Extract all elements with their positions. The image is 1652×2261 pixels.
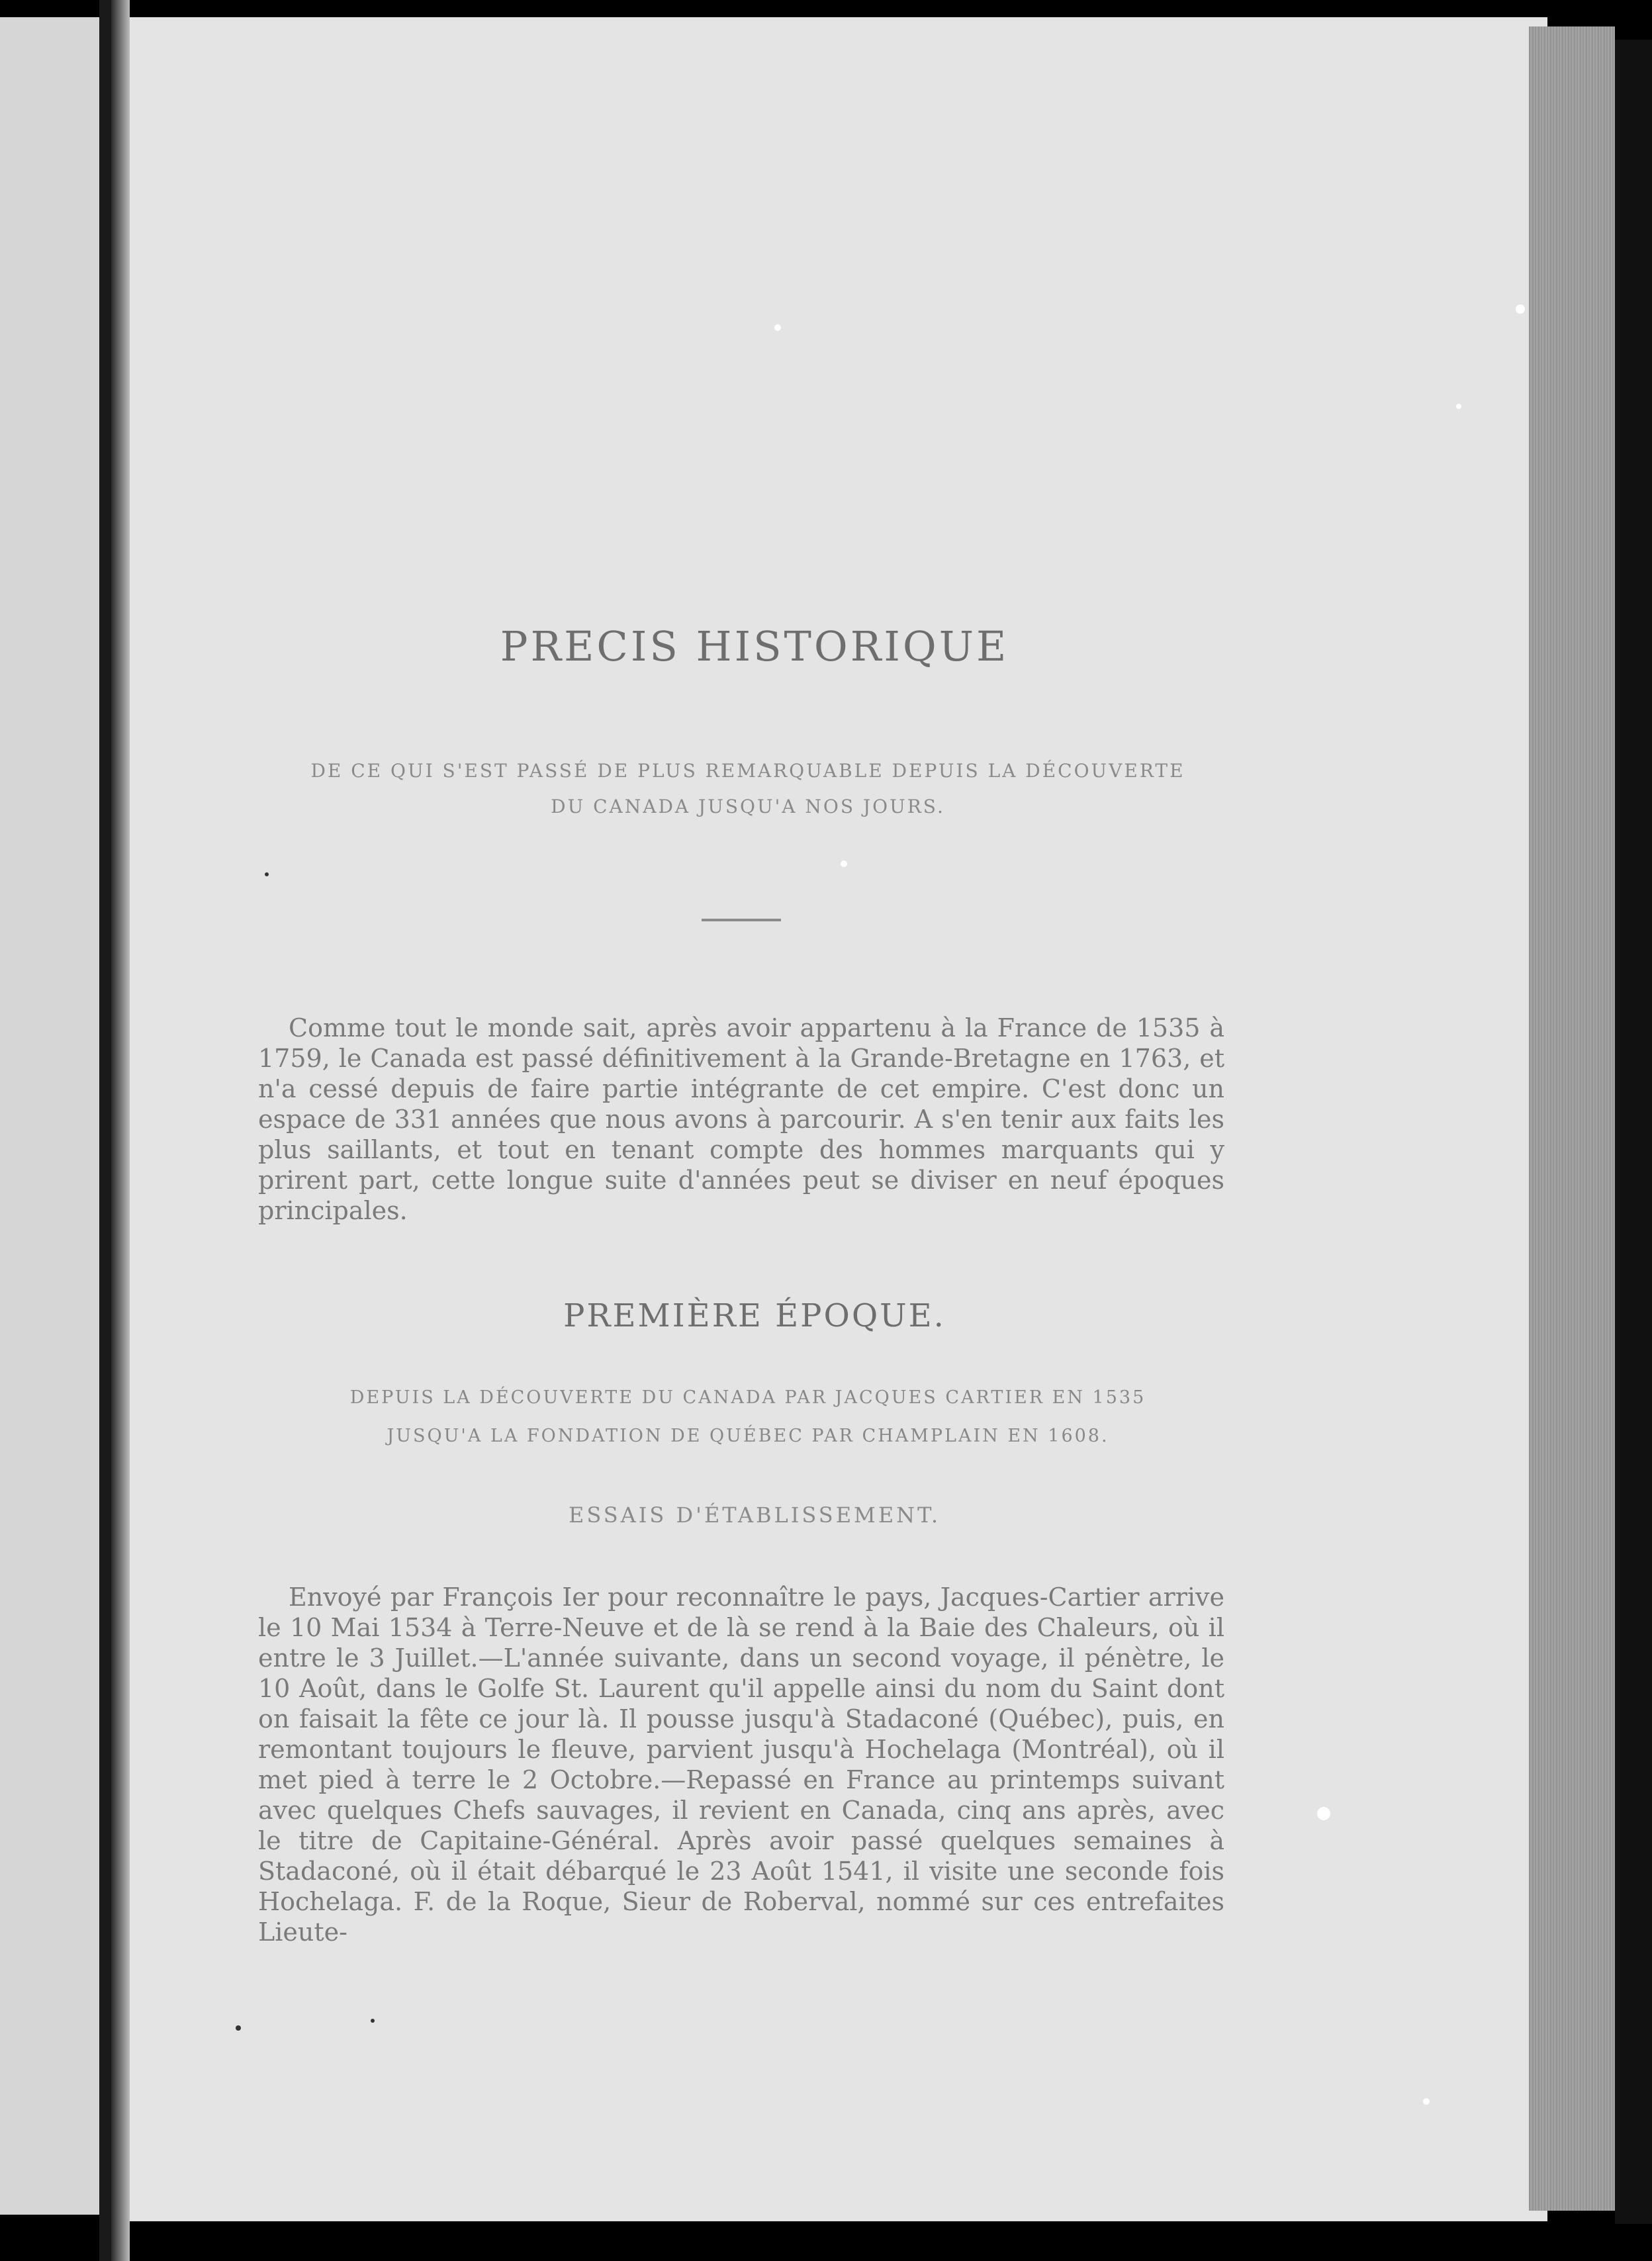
film-speck [1456,404,1461,409]
section-subtitle-line1: DEPUIS LA DÉCOUVERTE DU CANADA PAR JACQUES CARTIER EN 1535 [349,1387,1146,1408]
film-speck [1317,1807,1330,1820]
ink-speck [265,872,269,876]
ink-speck [371,2019,375,2023]
decorative-rule [702,919,781,921]
section-heading: ESSAIS D'ÉTABLISSEMENT. [569,1502,941,1528]
film-speck [841,860,847,867]
film-speck [1516,304,1525,314]
main-title: PRECIS HISTORIQUE [500,622,1009,670]
film-speck [1423,2098,1430,2105]
section-title: PREMIÈRE ÉPOQUE. [563,1297,946,1334]
section-subtitle-line2: JUSQU'A LA FONDATION DE QUÉBEC PAR CHAMPLAIN EN 1608. [387,1426,1109,1446]
film-speck [774,324,781,331]
intro-paragraph: Comme tout le monde sait, après avoir appartenu à la France de 1535 à 1759, le Canada est passé définitivement à la Grande-Bretagne en 1763, et n'a cessé depuis de faire partie intégrante de cet empire. C'est donc un espace de 331 années que nous avons à parcourir. A s'en tenir aux faits les plus saillants, et tout en tenant compte des hommes marquants qui y prirent part, cette longue suite d'années peut se diviser en neuf époques principales. [258,1013,1224,1225]
main-subtitle-line2: DU CANADA JUSQU'A NOS JOURS. [551,796,945,817]
main-subtitle-line1: DE CE QUI S'EST PASSÉ DE PLUS REMARQUABLE DEPUIS LA DÉCOUVERTE [310,760,1185,782]
ink-speck [236,2025,241,2031]
body-paragraph: Envoyé par François Ier pour reconnaître le pays, Jacques-Cartier arrive le 10 Mai 1534 à Terre-Neuve et de là se rend à la Baie des Chaleurs, où il entre le 3 Juillet.—L'année suivante, dans un second voyage, il pénètre, le 10 Août, dans le Golfe St. Laurent qu'il appelle ainsi du nom du Saint dont on faisait la fête ce jour là. Il pousse jusqu'à Stadaconé (Québec), puis, en remontant toujours le fleuve, parvient jusqu'à Hochelaga (Montréal), où il met pied à terre le 2 Octobre.—Repassé en France au printemps suivant avec quelques Chefs sauvages, il revient en Canada, cinq ans après, avec le titre de Capitaine-Général. Après avoir passé quelques semaines à Stadaconé, où il était débarqué le 23 Août 1541, il visite une seconde fois Hochelaga. F. de la Roque, Sieur de Roberval, nommé sur ces entrefaites Lieute- [258,1583,1224,1947]
